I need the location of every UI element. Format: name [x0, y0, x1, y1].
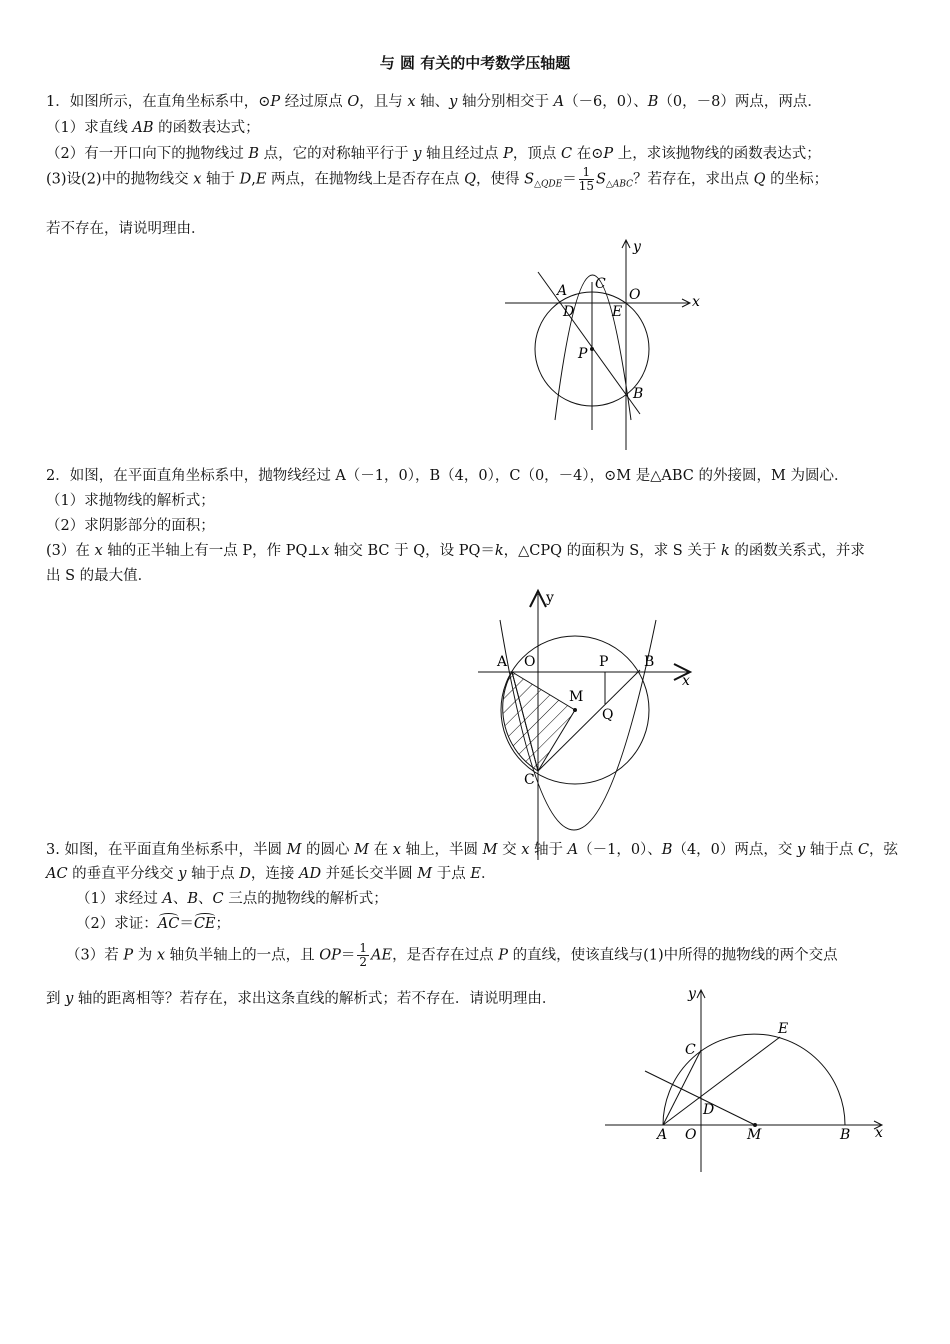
p1-label-D: D — [563, 304, 575, 320]
p1-label-y: y — [633, 239, 641, 255]
p2-label-P: P — [599, 654, 609, 670]
p3-question-1: （1）求经过 A、B、C 三点的抛物线的解析式； — [76, 891, 388, 907]
p3-label-E: E — [778, 1021, 789, 1037]
p1-label-E: E — [612, 304, 623, 320]
p3-statement-cont: AC 的垂直平分线交 y 轴于点 D，连接 AD 并延长交半圆 M 于点 E． — [46, 866, 496, 882]
p2-label-B: B — [644, 654, 655, 670]
p1-label-C: C — [595, 276, 606, 292]
fraction-one-half: $\frac{1}{2}$ — [359, 941, 368, 969]
page-title: 与 圆 有关的中考数学压轴题 — [379, 54, 571, 72]
p3-label-A: A — [657, 1127, 668, 1143]
p1-label-O: O — [629, 287, 641, 303]
p2-label-x: x — [682, 673, 690, 689]
p1-label-P: P — [578, 346, 588, 362]
p1-question-3: (3)设(2)中的抛物线交 x 轴于 D,E 两点，在抛物线上是否存在点 Q，使得 $S_{\triangle QDE}=$ $\frac{1}{15}$ $S_{\triangle ABC}$？若存在，求出点 Q 的坐标； — [46, 165, 829, 193]
p3-question-2: （2）求证：AC＝CE； — [76, 916, 230, 932]
p1-label-B: B — [633, 386, 644, 402]
p2-label-y: y — [546, 590, 554, 606]
p1-question-1: （1）求直线 AB 的函数表达式； — [46, 120, 260, 136]
p2-question-2: （2）求阴影部分的面积； — [46, 518, 215, 534]
p1-statement: 1．如图所示，在直角坐标系中，⊙P 经过原点 O，且与 x 轴、y 轴分别相交于 A（－6，0）、B（0，－8）两点，两点． — [46, 94, 822, 110]
p2-question-1: （1）求抛物线的解析式； — [46, 493, 215, 509]
p3-statement: 3. 如图，在平面直角坐标系中，半圆 M 的圆心 M 在 x 轴上，半圆 M 交 x 轴于 A（－1，0）、B（4，0）两点，交 y 轴于点 C，弦 — [46, 842, 899, 858]
p2-label-Q: Q — [602, 707, 614, 723]
p3-question-3-cont: 到 y 轴的距离相等？若存在，求出这条直线的解析式；若不存在．请说明理由． — [46, 991, 557, 1007]
p2-label-A: A — [497, 654, 508, 670]
p3-label-y: y — [688, 986, 696, 1002]
p2-label-C: C — [524, 772, 535, 788]
p1-question-3-cont: 若不存在，请说明理由． — [46, 221, 206, 237]
p3-label-B: B — [840, 1127, 851, 1143]
p2-label-M: M — [569, 689, 584, 705]
p3-question-3: （3）若 P 为 x 轴负半轴上的一点，且 OP＝ $\frac{1}{2}$ AE，是否存在过点 P 的直线，使该直线与(1)中所得的抛物线的两个交点 — [66, 941, 838, 969]
p2-question-3-cont: 出 S 的最大值． — [46, 568, 153, 584]
p3-label-O: O — [685, 1127, 697, 1143]
p3-label-M: M — [747, 1127, 762, 1143]
p2-question-3: (3）在 x 轴的正半轴上有一点 P，作 PQ⊥x 轴交 BC 于 Q，设 PQ＝k，△CPQ 的面积为 S，求 S 关于 k 的函数关系式，并求 — [46, 543, 865, 559]
p1-question-2: （2）有一开口向下的抛物线过 B 点，它的对称轴平行于 y 轴且经过点 P，顶点 C 在⊙P 上，求该抛物线的函数表达式； — [46, 146, 821, 162]
p1-label-x: x — [692, 294, 700, 310]
p3-label-D: D — [703, 1102, 715, 1118]
p3-label-C: C — [685, 1042, 696, 1058]
p3-label-x: x — [875, 1125, 883, 1141]
arc-CE: CE — [193, 916, 216, 932]
p2-label-O: O — [524, 654, 536, 670]
p2-statement: 2．如图，在平面直角坐标系中，抛物线经过 A（－1，0），B（4，0），C（0，－4），⊙M 是△ABC 的外接圆，M 为圆心． — [46, 468, 849, 484]
p1-label-A: A — [557, 283, 568, 299]
fraction-one-fifteenth: $\frac{1}{15}$ — [578, 165, 594, 193]
arc-AC: AC — [157, 916, 180, 932]
